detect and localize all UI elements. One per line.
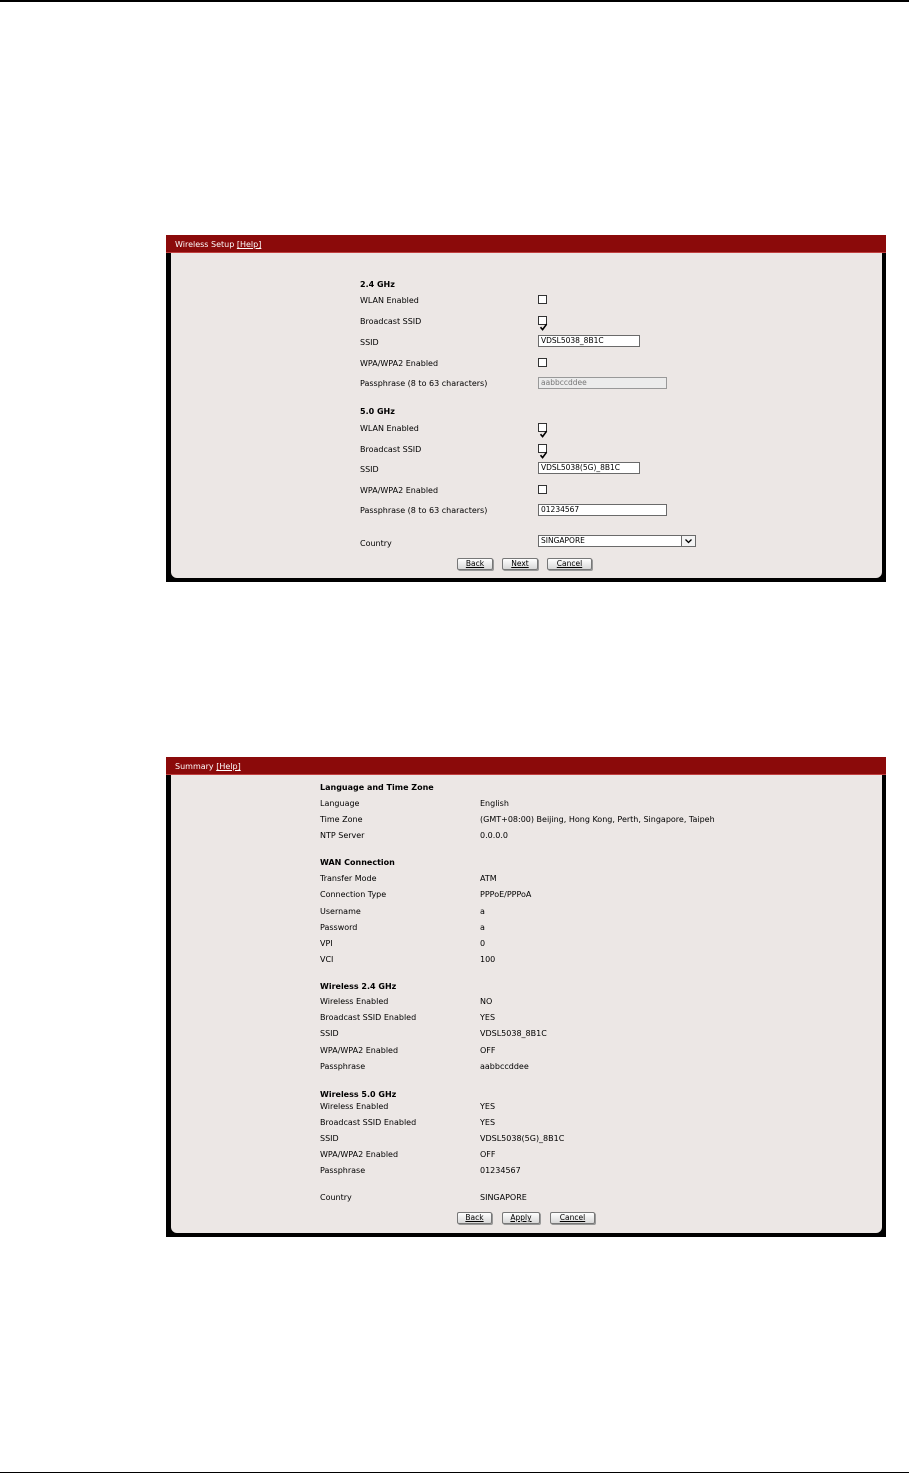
passphrase-24-value: aabbccddee: [480, 1062, 529, 1071]
country-label: Country: [360, 539, 392, 548]
broadcast-ssid-50-label: Broadcast SSID: [360, 445, 422, 454]
cancel-button-label: Cancel: [556, 559, 583, 568]
country-value: SINGAPORE: [480, 1193, 527, 1202]
broadcast-ssid-50-checkbox[interactable]: [538, 444, 547, 453]
wpa-50-label: WPA/WPA2 Enabled: [360, 486, 439, 495]
checkmark-icon: [539, 424, 548, 433]
broadcast-ssid-24-label: Broadcast SSID: [360, 317, 422, 326]
passphrase-50-value: 01234567: [480, 1166, 521, 1175]
ssid-50-input[interactable]: VDSL5038(5G)_8B1C: [538, 462, 640, 474]
passphrase-50-label: Passphrase: [320, 1166, 366, 1175]
section-heading-language: Language and Time Zone: [320, 783, 434, 792]
password-label: Password: [320, 923, 358, 932]
back-button[interactable]: [457, 1212, 492, 1224]
wpa-50-value: OFF: [480, 1150, 496, 1159]
wpa-24-value: OFF: [480, 1046, 496, 1055]
back-button-label: Back: [465, 559, 485, 568]
panel-title-text: Wireless Setup: [175, 240, 235, 249]
wpa-24-checkbox[interactable]: [538, 358, 547, 367]
page-bottom-rule: [0, 1472, 909, 1473]
passphrase-24-label: Passphrase (8 to 63 characters): [360, 379, 488, 388]
section-heading-24ghz: 2.4 GHz: [360, 280, 395, 289]
section-heading-50ghz: 5.0 GHz: [360, 407, 395, 416]
timezone-label: Time Zone: [320, 815, 363, 824]
transfer-mode-label: Transfer Mode: [320, 874, 377, 883]
wpa-24-label: WPA/WPA2 Enabled: [360, 359, 439, 368]
passphrase-24-label: Passphrase: [320, 1062, 366, 1071]
section-heading-wireless-24: Wireless 2.4 GHz: [320, 982, 397, 991]
ntp-server-label: NTP Server: [320, 831, 365, 840]
ssid-24-label: SSID: [360, 338, 379, 347]
wireless-enabled-24-label: Wireless Enabled: [320, 997, 389, 1006]
wlan-enabled-50-checkbox[interactable]: [538, 423, 547, 432]
wpa-50-checkbox[interactable]: [538, 485, 547, 494]
password-value: a: [480, 923, 485, 932]
country-select-value: SINGAPORE: [541, 536, 585, 545]
connection-type-value: PPPoE/PPPoA: [480, 890, 532, 899]
apply-button-label: Apply: [510, 1213, 532, 1222]
help-link[interactable]: [Help]: [236, 240, 262, 249]
ssid-24-label: SSID: [320, 1029, 339, 1038]
panel-title-text: Summary: [175, 762, 214, 771]
passphrase-24-input[interactable]: aabbccddee: [538, 377, 667, 389]
ssid-50-label: SSID: [360, 465, 379, 474]
vpi-label: VPI: [320, 939, 333, 948]
transfer-mode-value: ATM: [480, 874, 497, 883]
broadcast-ssid-24-label: Broadcast SSID Enabled: [320, 1013, 417, 1022]
country-label: Country: [320, 1193, 352, 1202]
ssid-50-label: SSID: [320, 1134, 339, 1143]
panel-title: [175, 762, 241, 772]
broadcast-ssid-50-label: Broadcast SSID Enabled: [320, 1118, 417, 1127]
cancel-button[interactable]: [550, 1212, 595, 1224]
ssid-24-value: VDSL5038_8B1C: [480, 1029, 547, 1038]
chevron-down-icon[interactable]: [681, 536, 695, 546]
wpa-24-label: WPA/WPA2 Enabled: [320, 1046, 399, 1055]
wireless-enabled-50-label: Wireless Enabled: [320, 1102, 389, 1111]
vci-label: VCI: [320, 955, 334, 964]
username-label: Username: [320, 907, 361, 916]
next-button[interactable]: [502, 558, 538, 570]
page-top-rule: [0, 0, 909, 2]
language-label: Language: [320, 799, 360, 808]
username-value: a: [480, 907, 485, 916]
wlan-enabled-50-label: WLAN Enabled: [360, 424, 419, 433]
wpa-50-label: WPA/WPA2 Enabled: [320, 1150, 399, 1159]
next-button-label: Next: [511, 559, 529, 568]
panel-header: [166, 235, 886, 253]
summary-panel: [166, 757, 886, 1237]
passphrase-50-input[interactable]: 01234567: [538, 504, 667, 516]
wireless-enabled-50-value: YES: [480, 1102, 496, 1111]
ssid-50-value: VDSL5038(5G)_8B1C: [480, 1134, 565, 1143]
wlan-enabled-24-checkbox[interactable]: [538, 295, 547, 304]
broadcast-ssid-50-value: YES: [480, 1118, 496, 1127]
wireless-setup-panel: [166, 235, 886, 582]
checkmark-icon: [539, 317, 548, 326]
vci-value: 100: [480, 955, 496, 964]
wlan-enabled-24-label: WLAN Enabled: [360, 296, 419, 305]
vpi-value: 0: [480, 939, 486, 948]
panel-title: [175, 240, 261, 250]
help-link[interactable]: [Help]: [216, 762, 241, 771]
cancel-button[interactable]: [547, 558, 592, 570]
language-value: English: [480, 799, 509, 808]
ntp-server-value: 0.0.0.0: [480, 831, 508, 840]
timezone-value: (GMT+08:00) Beijing, Hong Kong, Perth, Singapore, Taipeh: [480, 815, 715, 824]
section-heading-wan: WAN Connection: [320, 858, 395, 867]
connection-type-label: Connection Type: [320, 890, 387, 899]
ssid-24-input[interactable]: VDSL5038_8B1C: [538, 335, 640, 347]
panel-header: [166, 757, 886, 775]
country-select[interactable]: [538, 535, 696, 547]
wireless-enabled-24-value: NO: [480, 997, 493, 1006]
cancel-button-label: Cancel: [559, 1213, 586, 1222]
checkmark-icon: [539, 445, 548, 454]
section-heading-wireless-50: Wireless 5.0 GHz: [320, 1090, 397, 1099]
back-button-label: Back: [465, 1213, 484, 1222]
broadcast-ssid-24-value: YES: [480, 1013, 496, 1022]
passphrase-50-label: Passphrase (8 to 63 characters): [360, 506, 488, 515]
broadcast-ssid-24-checkbox[interactable]: [538, 316, 547, 325]
back-button[interactable]: [457, 558, 493, 570]
panel-body: [171, 775, 882, 1233]
panel-body: [171, 253, 882, 578]
apply-button[interactable]: [502, 1212, 540, 1224]
